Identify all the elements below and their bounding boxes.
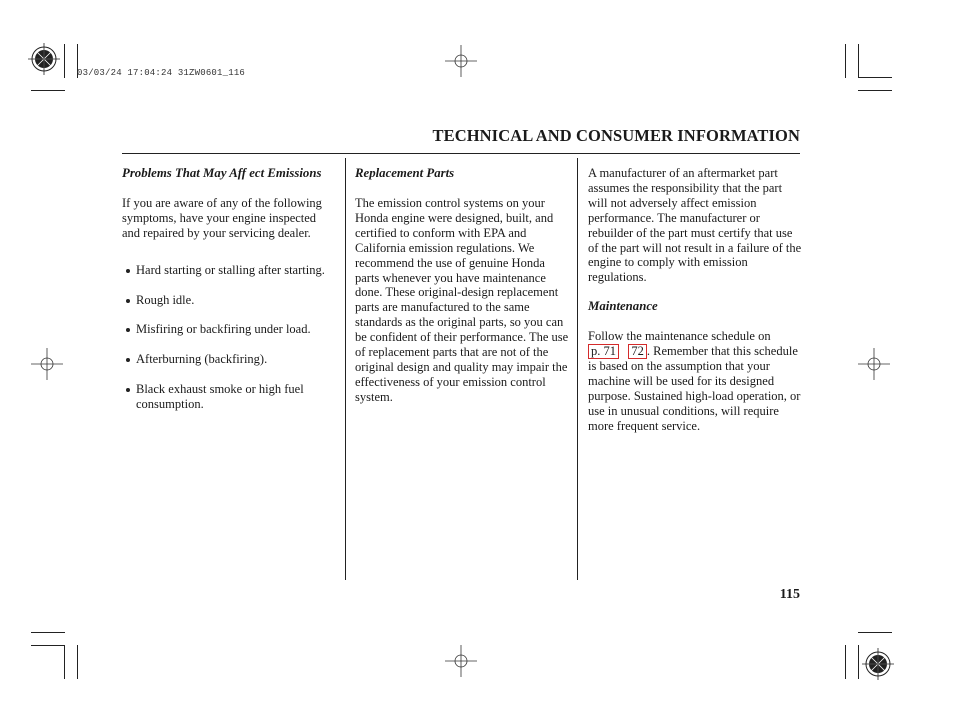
column-maintenance: [588, 166, 803, 434]
crop-mark-bottom-left-v1: [64, 645, 65, 679]
page-ref-link-71[interactable]: p. 71: [588, 344, 619, 359]
crop-mark-top-right-v2: [858, 44, 859, 78]
section-title: TECHNICAL AND CONSUMER INFORMATION: [432, 126, 800, 145]
list-item: Misfiring or backfiring under load.: [122, 322, 337, 337]
replacement-parts-heading: Replacement Parts: [355, 166, 455, 180]
page-ref-link-72[interactable]: 72: [628, 344, 647, 359]
header-rule: [122, 153, 800, 154]
page-number: 115: [779, 587, 800, 602]
problems-heading: Problems That May Aff ect Emissions: [122, 166, 322, 180]
column-divider-1: [345, 158, 346, 580]
crop-mark-top-right-v1: [845, 44, 846, 78]
bullet-icon: [126, 269, 130, 273]
aftermarket-body: A manufacturer of an aftermarket part assumes the responsibility that the part will not adversely affect emission performance. The manufacturer or rebuilder of the part must certify that use of the part will not result in a failure of the engine to comply with emission regulations.: [588, 166, 802, 285]
crosshair-top-icon: [445, 45, 477, 77]
crosshair-right-icon: [858, 348, 890, 380]
crop-mark-bottom-left-h2: [31, 645, 65, 646]
crop-mark-top-right-h1: [858, 77, 892, 78]
column-divider-2: [577, 158, 578, 580]
list-item: Afterburning (backfiring).: [122, 352, 337, 367]
crop-mark-bottom-right-v1: [845, 645, 846, 679]
column-problems: [122, 166, 337, 427]
crop-mark-bottom-left-v2: [77, 645, 78, 679]
column-replacement-parts: [355, 166, 570, 405]
bullet-icon: [126, 299, 130, 303]
maintenance-heading: Maintenance: [588, 299, 658, 314]
list-item: Hard starting or stalling after starting.: [122, 263, 337, 278]
crop-mark-bottom-right-v2: [858, 645, 859, 679]
registration-mark-top-left-icon: [28, 43, 60, 75]
bullet-icon: [126, 358, 130, 362]
crop-mark-top-right-h2: [858, 90, 892, 91]
crosshair-left-icon: [31, 348, 63, 380]
crop-mark-top-left-h: [31, 90, 65, 91]
print-stamp: 03/03/24 17:04:24 31ZW0601_116: [77, 68, 246, 78]
problems-intro: If you are aware of any of the following symptoms, have your engine inspected and repaired by your servicing dealer.: [122, 196, 322, 240]
maintenance-body: Follow the maintenance schedule on p. 71 72 . Remember that this schedule is based on the assumption that your machine will be used for its designed purpose. Sustained high-load operation, or use in unusual conditions, will require more frequent service.: [588, 329, 801, 433]
bullet-icon: [126, 388, 130, 392]
symptom-list: [122, 263, 337, 412]
registration-mark-bottom-right-icon: [862, 648, 894, 680]
crosshair-bottom-icon: [445, 645, 477, 677]
crop-mark-bottom-right-h: [858, 632, 892, 633]
crop-mark-bottom-left-h1: [31, 632, 65, 633]
replacement-parts-body: The emission control systems on your Honda engine were designed, built, and certified to conform with EPA and California emission regulations. We recommend the use of genuine Honda parts whenever you have maintenance done. These original-design replacement parts are manufactured to the same standards as the original parts, so you can be confident of their performance. The use of replacement parts that are not of the original design and quality may impair the effectiveness of your emission control system.: [355, 196, 569, 404]
bullet-icon: [126, 328, 130, 332]
crop-mark-top-left-v1: [64, 44, 65, 78]
list-item: Rough idle.: [122, 293, 337, 308]
list-item: Black exhaust smoke or high fuel consumption.: [122, 382, 337, 412]
